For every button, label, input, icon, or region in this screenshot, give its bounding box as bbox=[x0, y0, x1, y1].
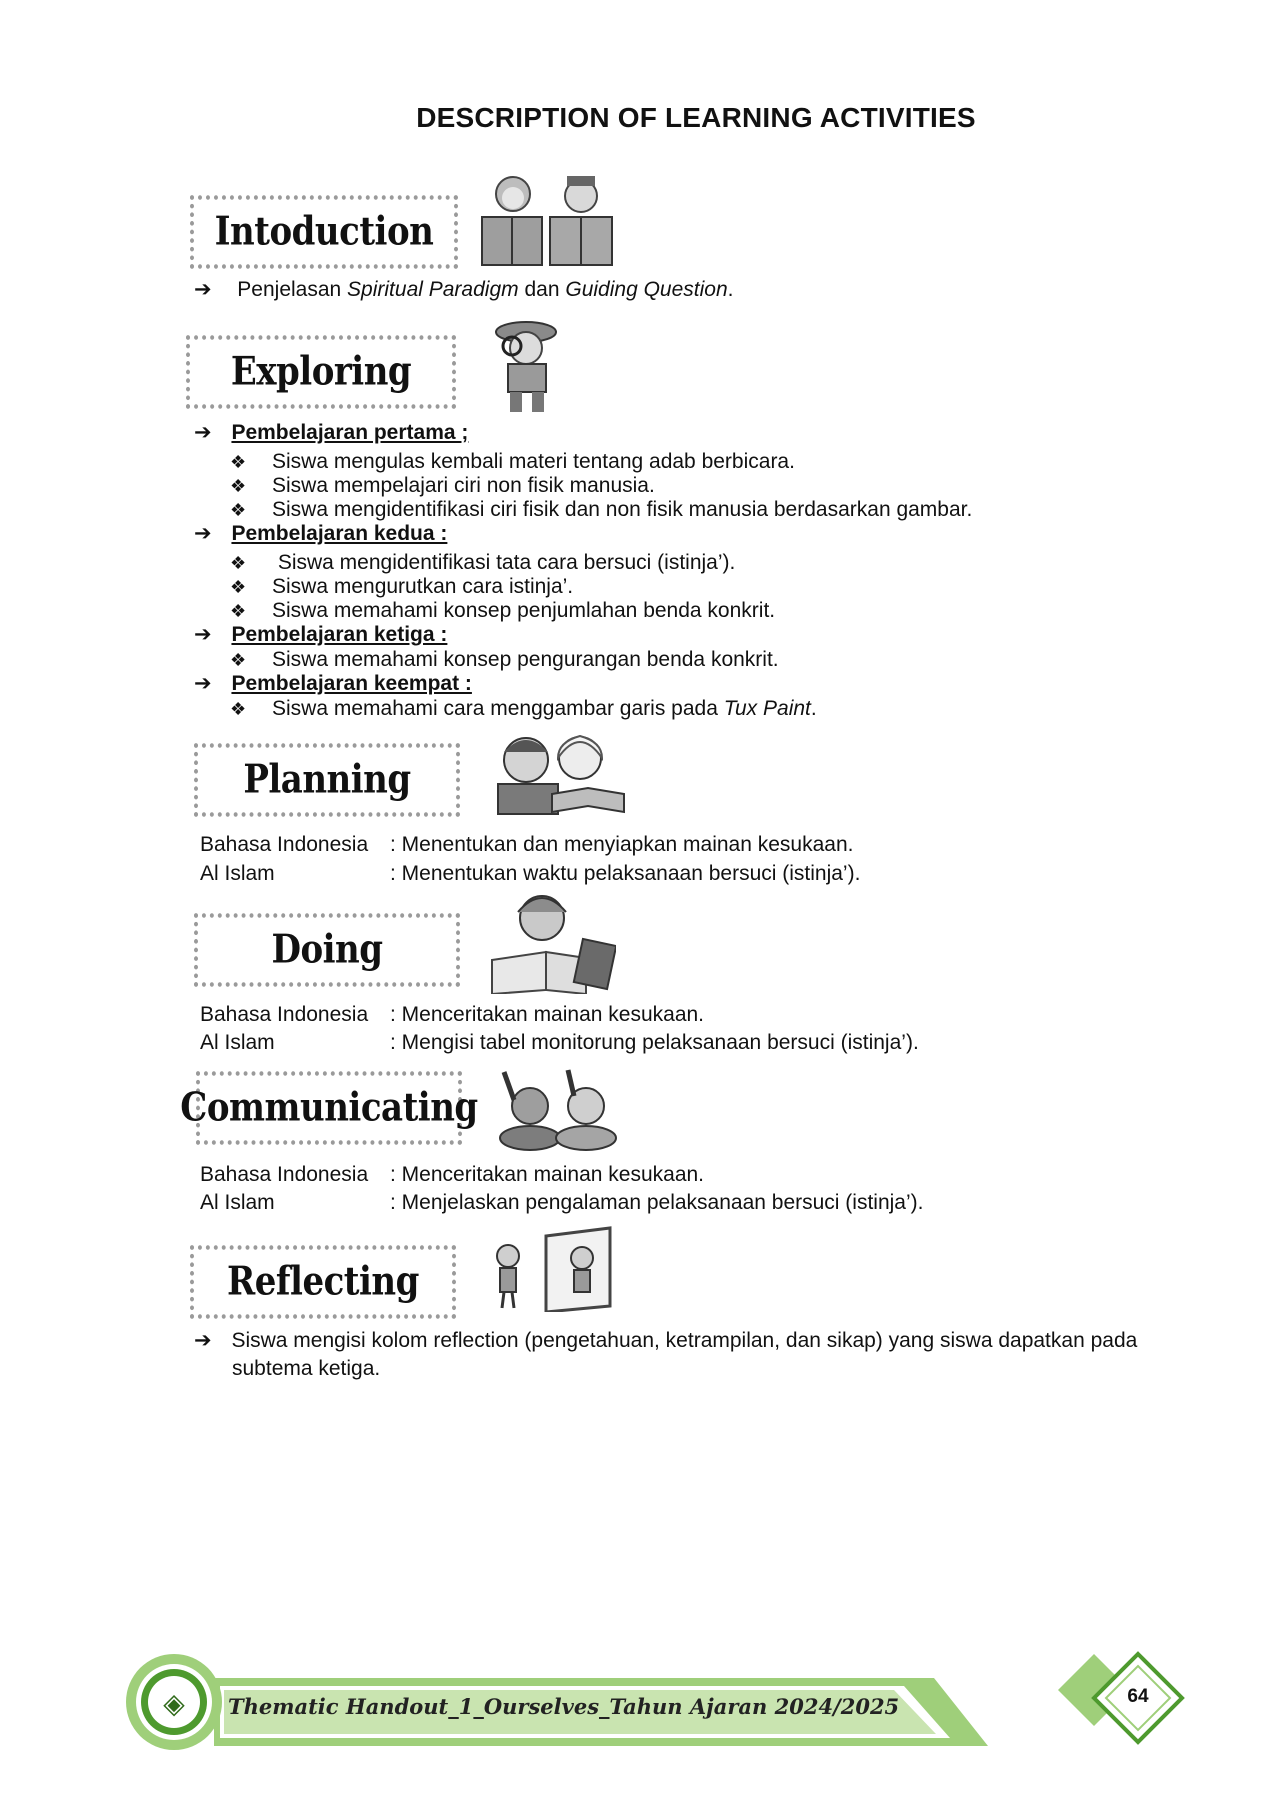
bullet-icon: ❖ bbox=[230, 601, 247, 621]
bullet-icon: ❖ bbox=[230, 452, 247, 472]
children-raising-hands-illustration bbox=[490, 1066, 622, 1154]
section-heading-introduction: Intoduction bbox=[190, 195, 458, 269]
row-label: Al Islam bbox=[200, 1031, 275, 1054]
section-heading-exploring: Exploring bbox=[186, 335, 456, 409]
arrow-icon: ➔ bbox=[194, 278, 212, 301]
intro-text-post: . bbox=[727, 278, 734, 301]
list-item-text: Siswa memahami cara menggambar garis pada bbox=[272, 697, 724, 720]
row-value: : Menceritakan mainan kesukaan. bbox=[390, 1163, 705, 1186]
list-item-text: Siswa mempelajari ciri non fisik manusia. bbox=[272, 474, 655, 497]
child-writing-illustration bbox=[486, 890, 616, 994]
intro-text-em2: Guiding Question bbox=[565, 278, 728, 301]
row-label: Bahasa Indonesia bbox=[200, 833, 369, 856]
arrow-icon: ➔ bbox=[194, 623, 212, 646]
bullet-icon: ❖ bbox=[230, 577, 247, 597]
reflecting-bullet bbox=[194, 1328, 1137, 1353]
intro-text-pre: Penjelasan bbox=[237, 278, 348, 301]
row-value: : Menceritakan mainan kesukaan. bbox=[390, 1003, 705, 1026]
list-item-text-em: Tux Paint bbox=[723, 697, 811, 720]
list-item bbox=[230, 647, 779, 673]
lesson-label: Pembelajaran pertama ; bbox=[231, 421, 469, 444]
list-item-text: Siswa mengulas kembali materi tentang adab berbicara. bbox=[272, 450, 795, 473]
row-value: : Menentukan waktu pelaksanaan bersuci (istinja’). bbox=[390, 862, 861, 885]
section-heading-doing: Doing bbox=[194, 913, 460, 987]
bullet-icon: ❖ bbox=[230, 553, 247, 573]
school-logo-icon: ◈ bbox=[163, 1687, 185, 1720]
arrow-icon: ➔ bbox=[194, 672, 212, 695]
lesson-heading bbox=[194, 622, 447, 647]
arrow-icon: ➔ bbox=[194, 522, 212, 545]
doing-row bbox=[200, 1002, 704, 1027]
list-item bbox=[230, 550, 736, 576]
row-label: Bahasa Indonesia bbox=[200, 1163, 369, 1186]
lesson-heading bbox=[194, 671, 472, 696]
lesson-label: Pembelajaran kedua : bbox=[231, 522, 448, 545]
arrow-icon: ➔ bbox=[194, 1329, 212, 1352]
reflecting-text-line2: subtema ketiga. bbox=[232, 1357, 381, 1380]
list-item-text: Siswa mengidentifikasi tata cara bersuci (istinja’). bbox=[272, 551, 736, 574]
doing-row bbox=[200, 1030, 919, 1055]
section-heading-communicating: Communicating bbox=[196, 1071, 462, 1145]
explorer-kid-illustration bbox=[486, 318, 568, 416]
list-item bbox=[230, 696, 817, 722]
reading-children-illustration bbox=[478, 172, 616, 272]
reflecting-text-line1: Siswa mengisi kolom reflection (pengetahuan, ketrampilan, dan sikap) yang siswa dapatkan pada bbox=[231, 1329, 1138, 1352]
children-reading-quran-illustration bbox=[488, 728, 628, 818]
list-item-text: Siswa mengurutkan cara istinja’. bbox=[272, 575, 574, 598]
lesson-heading bbox=[194, 420, 468, 445]
list-item bbox=[230, 497, 973, 523]
list-item-text-post: . bbox=[810, 697, 817, 720]
page-number: 64 bbox=[1127, 1686, 1149, 1707]
introduction-bullet bbox=[194, 277, 733, 302]
list-item-text: Siswa memahami konsep pengurangan benda konkrit. bbox=[272, 648, 779, 671]
lesson-label: Pembelajaran keempat : bbox=[231, 672, 472, 695]
bullet-icon: ❖ bbox=[230, 650, 247, 670]
intro-text-mid: dan bbox=[518, 278, 566, 301]
list-item bbox=[230, 449, 795, 475]
row-value: : Mengisi tabel monitorung pelaksanaan bersuci (istinja’). bbox=[390, 1031, 919, 1054]
mirror-reflection-illustration bbox=[488, 1226, 614, 1312]
communicating-row bbox=[200, 1162, 704, 1187]
footer-text: Thematic Handout_1_Ourselves_Tahun Ajaran 2024/2025 bbox=[228, 1694, 900, 1719]
row-label: Bahasa Indonesia bbox=[200, 1003, 369, 1026]
bullet-icon: ❖ bbox=[230, 500, 247, 520]
row-label: Al Islam bbox=[200, 862, 275, 885]
lesson-heading bbox=[194, 521, 447, 546]
arrow-icon: ➔ bbox=[194, 421, 212, 444]
communicating-row bbox=[200, 1190, 923, 1215]
section-heading-planning: Planning bbox=[194, 743, 460, 817]
planning-row bbox=[200, 832, 853, 857]
list-item-text: Siswa memahami konsep penjumlahan benda konkrit. bbox=[272, 599, 776, 622]
list-item bbox=[230, 574, 574, 600]
list-item bbox=[230, 473, 655, 499]
section-heading-reflecting: Reflecting bbox=[190, 1245, 456, 1319]
row-value: : Menjelaskan pengalaman pelaksanaan bersuci (istinja’). bbox=[390, 1191, 924, 1214]
list-item bbox=[230, 598, 776, 624]
intro-text-em1: Spiritual Paradigm bbox=[347, 278, 519, 301]
row-label: Al Islam bbox=[200, 1191, 275, 1214]
bullet-icon: ❖ bbox=[230, 476, 247, 496]
row-value: : Menentukan dan menyiapkan mainan kesukaan. bbox=[390, 833, 854, 856]
page-title: DESCRIPTION OF LEARNING ACTIVITIES bbox=[416, 102, 976, 133]
list-item-text: Siswa mengidentifikasi ciri fisik dan non fisik manusia berdasarkan gambar. bbox=[272, 498, 973, 521]
bullet-icon: ❖ bbox=[230, 699, 247, 719]
planning-row bbox=[200, 861, 860, 886]
lesson-label: Pembelajaran ketiga : bbox=[231, 623, 448, 646]
